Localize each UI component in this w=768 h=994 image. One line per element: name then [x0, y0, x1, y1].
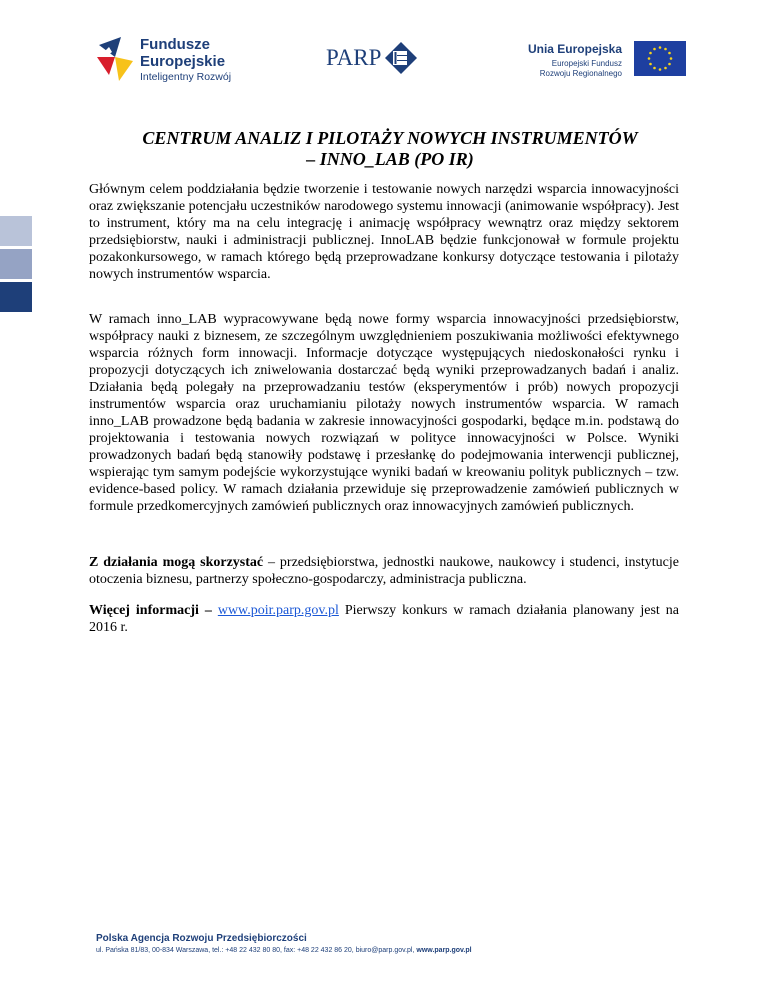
- footer-contact-text: ul. Pańska 81/83, 00-834 Warszawa, tel.: +48 22 432 80 80, fax: +48 22 432 86 20, biuro@parp.gov.pl,: [96, 947, 417, 954]
- side-tab-mid: [0, 249, 32, 279]
- fe-logo-line2: Europejskie: [140, 53, 226, 70]
- fe-logo-line3: Inteligentny Rozwój: [140, 71, 232, 83]
- eu-logo-line2: Europejski Fundusz: [551, 59, 622, 68]
- paragraph-inno-lab: W ramach inno_LAB wypracowywane będą nowe formy wsparcia innowacyjności przedsiębiorstw, współpracy nauki z biznesem, ze szczególnym uwzględnieniem poszukiwania możliwości efektywnego wsparcia różnych form innowacji. Informacje dotyczące występujących niedoskonałości rynku i propozycji dotyczących ich zniwelowania dostarczać będą wyniki przeprowadzanych badań i analiz. Działania będą polegały na przeprowadzaniu testów (eksperymentów i prób) nowych propozycji instrumentów wsparcia oraz uruchamianiu pilotaży nowych instrumentów wsparcia. W ramach inno_LAB prowadzone będą badania w zakresie innowacyjności gospodarki, będące m.in. podstawą do projektowania i testowania nowych rozwiązań w polityce innowacyjności w Polsce. Wyniki prowadzonych badań będą stanowiły podstawę i przesłankę do podejmowania interwencji publicznej, wspierając tym samym podejście wykorzystujące wyniki badań w kreowaniu polityk publicznych – tzw. evidence-based policy. W ramach działania przewiduje się przeprowadzenie zamówień publicznych w formule przedkomercyjnych zamówień publicznych oraz innowacyjnych zamówień publicznych.: [89, 312, 679, 514]
- beneficiaries-lead: Z działania mogą skorzystać: [89, 555, 264, 570]
- paragraph-main-goal: Głównym celem poddziałania będzie tworzenie i testowanie nowych narzędzi wsparcia innowacyjności oraz zwiększanie potencjału uczestników narodowego systemu innowacji (animowanie współpracy). Jest to instrument, który ma na celu integrację i animację współpracy wewnątrz oraz między sektorem przedsiębiorstw, nauki i administracji publicznej. InnoLAB będzie funkcjonował w formule projektu pozakonkursowego, w ramach którego będą przeprowadzane konkursy dotyczące testowania i pilotaży nowych instrumentów wsparcia.: [89, 182, 679, 282]
- page-title-line2: – INNO_LAB (PO IR): [306, 149, 474, 169]
- footer-website: www.parp.gov.pl: [416, 947, 472, 954]
- footer: [96, 932, 472, 956]
- eu-logo-line1: Unia Europejska: [527, 42, 622, 56]
- parp-logo: [326, 42, 417, 74]
- page-title: [80, 128, 700, 170]
- page-title-line1: CENTRUM ANALIZ I PILOTAŻY NOWYCH INSTRUMENTÓW: [142, 128, 638, 148]
- footer-org-name: Polska Agencja Rozwoju Przedsiębiorczości: [96, 933, 307, 944]
- fe-logo-line1: Fundusze: [140, 36, 210, 53]
- paragraph-more-info: [89, 602, 679, 636]
- fundusze-europejskie-emblem-icon: [95, 35, 135, 83]
- fundusze-europejskie-logo: [95, 35, 270, 85]
- footer-contact: [96, 945, 472, 956]
- eu-flag-icon: [634, 41, 686, 76]
- fundusze-europejskie-text: [140, 36, 231, 85]
- poir-website-link[interactable]: www.poir.parp.gov.pl: [217, 603, 339, 618]
- eu-logo-text: [528, 42, 622, 79]
- more-info-lead: Więcej informacji –: [89, 603, 212, 618]
- eu-logo-line3: Rozwoju Regionalnego: [539, 69, 622, 78]
- paragraph-beneficiaries: [89, 554, 679, 588]
- side-tab-dark: [0, 282, 32, 312]
- more-info-text: Pierwszy konkurs w ramach działania planowany jest na 2016 r.: [89, 603, 679, 635]
- beneficiaries-text: – przedsiębiorstwa, jednostki naukowe, naukowcy i studenci, instytucje otoczenia biznesu, partnerzy społeczno-gospodarczy, administracja publiczna.: [89, 555, 679, 587]
- parp-logo-text: PARP: [326, 45, 382, 70]
- parp-emblem-icon: [385, 42, 417, 74]
- side-tab-light: [0, 216, 32, 246]
